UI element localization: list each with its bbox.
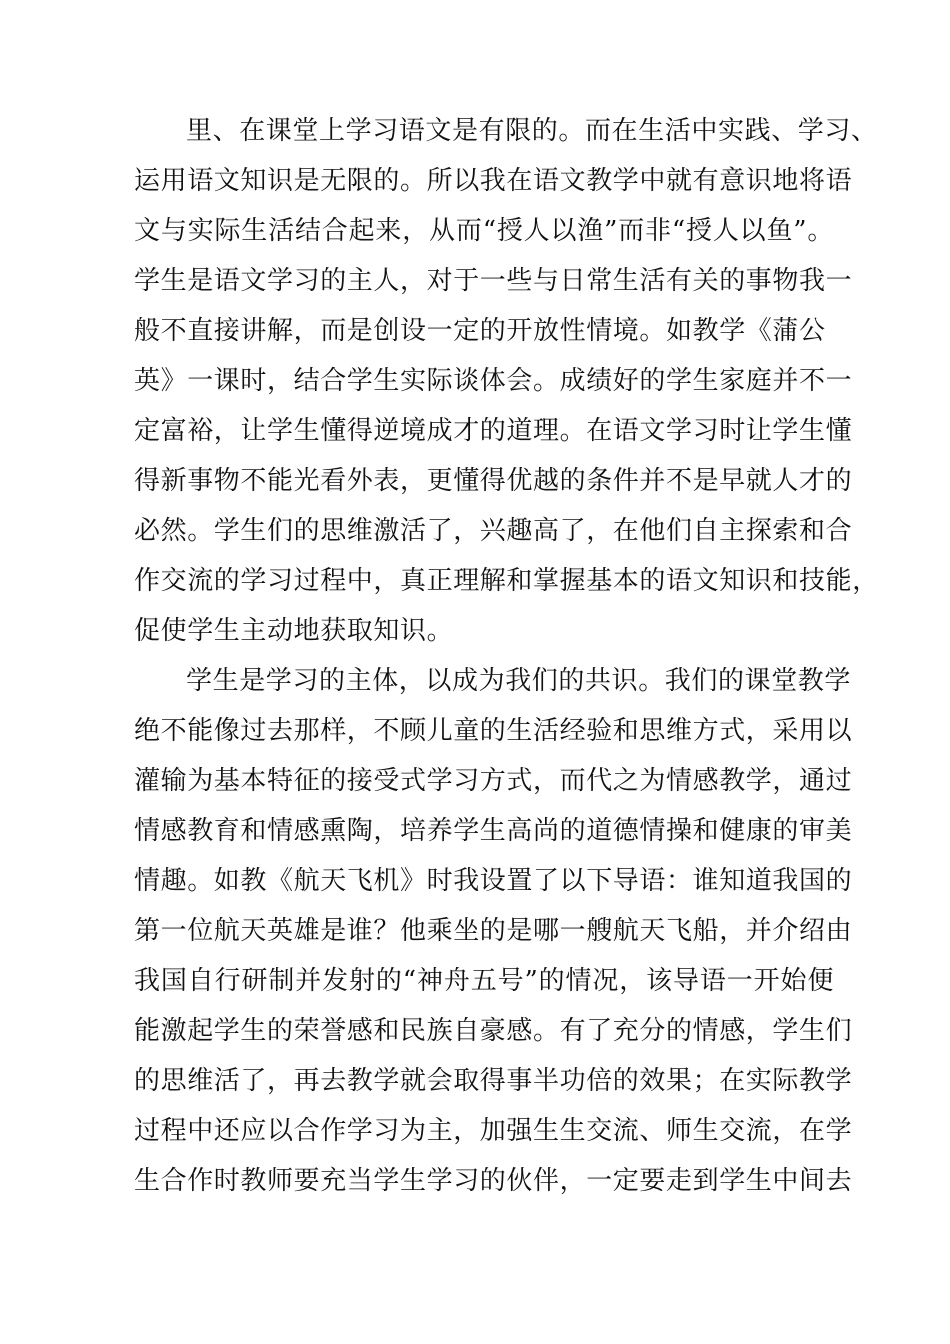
p2-line-10: 过程中还应以合作学习为主，加强生生交流、师生交流，在学 (134, 1116, 853, 1146)
p2-line-4: 情感教育和情感熏陶，培养学生高尚的道德情操和健康的审美 (134, 816, 853, 846)
p1-line-7: 定富裕，让学生懂得逆境成才的道理。在语文学习时让学生懂 (134, 416, 853, 446)
p1-line-9: 必然。学生们的思维激活了，兴趣高了，在他们自主探索和合 (134, 516, 853, 546)
p1-line-10: 作交流的学习过程中，真正理解和掌握基本的语文知识和技能， (134, 566, 879, 596)
p2-line-5: 情趣。如教《航天飞机》时我设置了以下导语：谁知道我国的 (134, 866, 853, 896)
p1-line-8: 得新事物不能光看外表，更懂得优越的条件并不是早就人才的 (134, 466, 853, 496)
p2-line-7: 我国自行研制并发射的“神舟五号”的情况，该导语一开始便 (134, 966, 834, 996)
p1-line-11: 促使学生主动地获取知识。 (134, 616, 454, 646)
p2-line-2: 绝不能像过去那样，不顾儿童的生活经验和思维方式，采用以 (134, 716, 853, 746)
p2-line-1: 学生是学习的主体，以成为我们的共识。我们的课堂教学 (186, 666, 852, 696)
p1-line-6: 英》一课时，结合学生实际谈体会。成绩好的学生家庭并不一 (134, 366, 853, 396)
p1-line-2: 运用语文知识是无限的。所以我在语文教学中就有意识地将语 (134, 166, 853, 196)
p2-line-11: 生合作时教师要充当学生学习的伙伴，一定要走到学生中间去 (134, 1166, 853, 1196)
p2-line-8: 能激起学生的荣誉感和民族自豪感。有了充分的情感，学生们 (134, 1016, 853, 1046)
p2-line-6: 第一位航天英雄是谁？他乘坐的是哪一艘航天飞船，并介绍由 (134, 916, 853, 946)
p1-line-4: 学生是语文学习的主人，对于一些与日常生活有关的事物我一 (134, 266, 853, 296)
p1-line-1: 里、在课堂上学习语文是有限的。而在生活中实践、学习、 (186, 116, 878, 146)
p1-line-5: 般不直接讲解，而是创设一定的开放性情境。如教学《蒲公 (134, 316, 826, 346)
p1-line-3: 文与实际生活结合起来，从而“授人以渔”而非“授人以鱼”。 (134, 216, 834, 246)
p2-line-3: 灌输为基本特征的接受式学习方式，而代之为情感教学，通过 (134, 766, 853, 796)
p2-line-9: 的思维活了，再去教学就会取得事半功倍的效果；在实际教学 (134, 1066, 853, 1096)
